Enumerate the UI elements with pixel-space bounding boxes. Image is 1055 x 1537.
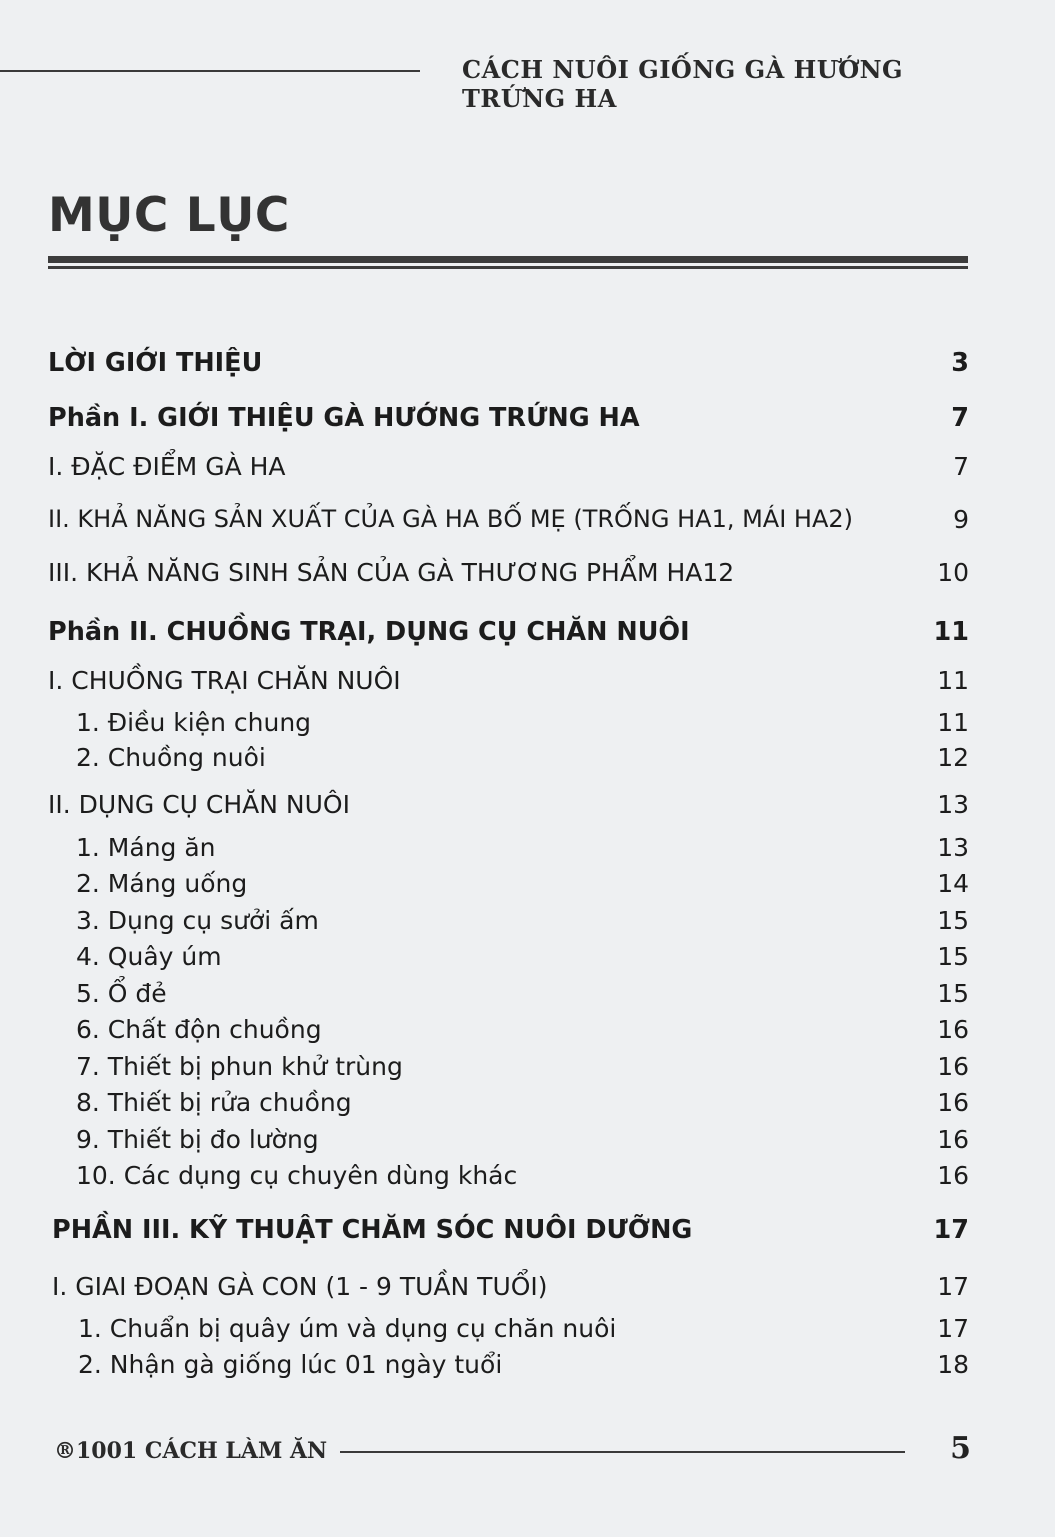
toc-entry-text: Phần II. CHUỒNG TRẠI, DỤNG CỤ CHĂN NUÔI: [48, 617, 690, 647]
toc-entry-page: 18: [937, 1350, 969, 1379]
toc-entry-page: 17: [937, 1314, 969, 1343]
toc-entry-page: 11: [937, 666, 969, 695]
toc-entry[interactable]: [0, 1161, 1055, 1195]
toc-entry-page: 13: [937, 833, 969, 862]
toc-entry-page: 7: [951, 403, 969, 433]
toc-entry[interactable]: [0, 666, 1055, 700]
toc-entry-text: 2. Nhận gà giống lúc 01 ngày tuổi: [78, 1350, 503, 1379]
toc-entry[interactable]: [0, 1314, 1055, 1348]
running-header-title: CÁCH NUÔI GIỐNG GÀ HƯỚNG TRỨNG HA: [462, 55, 904, 113]
toc-entry[interactable]: [0, 348, 1055, 382]
toc-entry[interactable]: [0, 979, 1055, 1013]
toc-entry[interactable]: [0, 1272, 1055, 1306]
toc-entry[interactable]: [0, 708, 1055, 742]
title-underline-thick: [48, 256, 968, 263]
toc-entry-page: 11: [937, 708, 969, 737]
toc-entry-page: 16: [937, 1125, 969, 1154]
toc-entry-page: 17: [937, 1272, 969, 1301]
title-underline-thin: [48, 266, 968, 269]
toc-entry-text: 9. Thiết bị đo lường: [76, 1125, 319, 1154]
toc-entry-text: 10. Các dụng cụ chuyên dùng khác: [76, 1161, 518, 1190]
toc-entry-page: 10: [937, 558, 969, 587]
toc-entry-text: PHẦN III. KỸ THUẬT CHĂM SÓC NUÔI DƯỠNG: [52, 1215, 693, 1245]
toc-entry-page: 15: [937, 906, 969, 935]
toc-entry[interactable]: [0, 790, 1055, 824]
toc-entry-text: 2. Máng uống: [76, 869, 248, 898]
toc-entry-page: 7: [953, 452, 969, 481]
toc-entry-page: 16: [937, 1088, 969, 1117]
toc-entry-page: 16: [937, 1161, 969, 1190]
toc-entry[interactable]: [0, 403, 1055, 437]
toc-entry-page: 15: [937, 942, 969, 971]
toc-entry-page: 14: [937, 869, 969, 898]
toc-entry-text: LỜI GIỚI THIỆU: [48, 348, 263, 378]
toc-entry-text: II. KHẢ NĂNG SẢN XUẤT CỦA GÀ HA BỐ MẸ (TRỐNG HA1, MÁI HA2): [48, 505, 854, 533]
toc-entry-text: I. ĐẶC ĐIỂM GÀ HA: [48, 452, 286, 481]
toc-entry[interactable]: [0, 452, 1055, 486]
toc-entry-page: 16: [937, 1052, 969, 1081]
footer-rule: [340, 1451, 905, 1453]
toc-entry-text: I. GIAI ĐOẠN GÀ CON (1 - 9 TUẦN TUỔI): [52, 1272, 548, 1301]
header-rule: [0, 70, 420, 72]
toc-entry-page: 13: [937, 790, 969, 819]
footer-series: ®1001 CÁCH LÀM ĂN: [54, 1438, 328, 1464]
toc-entry-text: 1. Chuẩn bị quây úm và dụng cụ chăn nuôi: [78, 1314, 617, 1343]
toc-entry-text: Phần I. GIỚI THIỆU GÀ HƯỚNG TRỨNG HA: [48, 403, 640, 433]
toc-entry[interactable]: [0, 906, 1055, 940]
toc-entry-text: II. DỤNG CỤ CHĂN NUÔI: [48, 790, 350, 819]
toc-entry[interactable]: [0, 833, 1055, 867]
toc-entry-text: 2. Chuồng nuôi: [76, 743, 266, 772]
toc-entry[interactable]: [0, 1215, 1055, 1249]
toc-entry-page: 3: [951, 348, 969, 378]
toc-entry-page: 17: [933, 1215, 969, 1245]
toc-entry[interactable]: [0, 942, 1055, 976]
page-number: 5: [950, 1431, 971, 1466]
toc-entry[interactable]: [0, 1088, 1055, 1122]
toc-entry-text: 5. Ổ đẻ: [76, 979, 167, 1008]
toc-entry[interactable]: [0, 1125, 1055, 1159]
toc-entry-text: 8. Thiết bị rửa chuồng: [76, 1088, 352, 1117]
toc-entry-text: 3. Dụng cụ sưởi ấm: [76, 906, 319, 935]
toc-entry[interactable]: [0, 1052, 1055, 1086]
toc-entry-text: 1. Điều kiện chung: [76, 708, 312, 737]
toc-entry[interactable]: [0, 505, 1055, 539]
toc-title: MỤC LỤC: [48, 188, 290, 243]
toc-entry[interactable]: [0, 1350, 1055, 1384]
toc-entry-text: 7. Thiết bị phun khử trùng: [76, 1052, 403, 1081]
toc-entry[interactable]: [0, 743, 1055, 777]
toc-entry[interactable]: [0, 617, 1055, 651]
toc-entry[interactable]: [0, 1015, 1055, 1049]
toc-entry-page: 15: [937, 979, 969, 1008]
toc-entry-text: III. KHẢ NĂNG SINH SẢN CỦA GÀ THƯƠNG PHẨM HA12: [48, 558, 735, 587]
toc-entry-text: 4. Quây úm: [76, 942, 222, 971]
toc-entry[interactable]: [0, 869, 1055, 903]
toc-entry-text: I. CHUỒNG TRẠI CHĂN NUÔI: [48, 666, 401, 695]
toc-entry-page: 9: [953, 505, 969, 534]
toc-entry-page: 12: [937, 743, 969, 772]
toc-entry-text: 1. Máng ăn: [76, 833, 216, 862]
toc-entry-text: 6. Chất độn chuồng: [76, 1015, 322, 1044]
toc-entry-page: 16: [937, 1015, 969, 1044]
toc-entry[interactable]: [0, 558, 1055, 592]
toc-entry-page: 11: [933, 617, 969, 647]
